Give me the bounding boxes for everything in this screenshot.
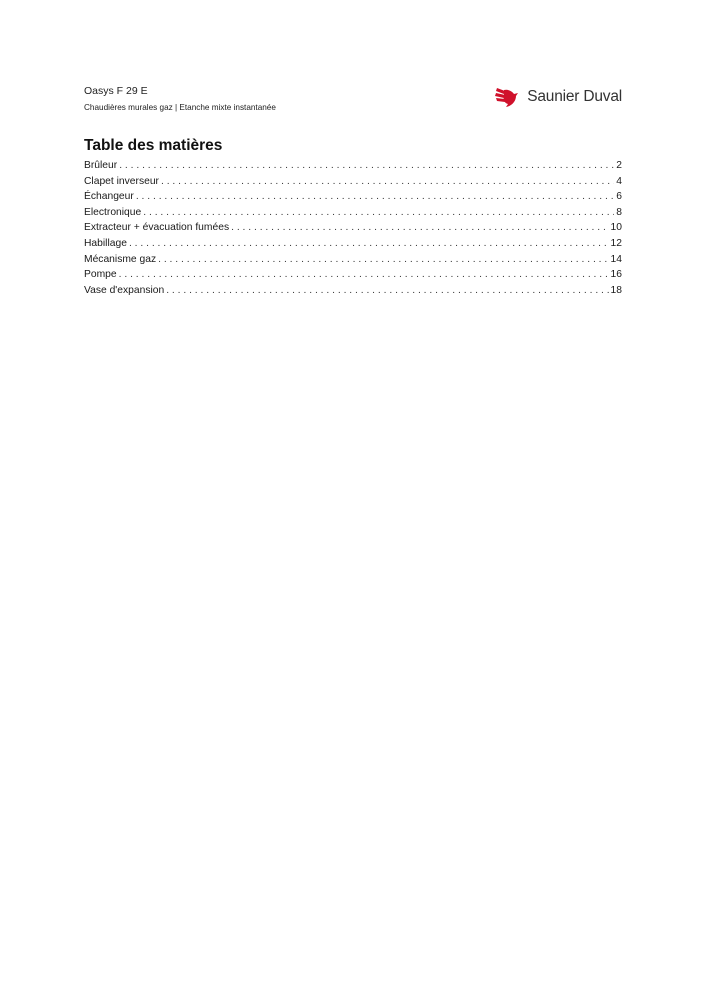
toc-dot-leader — [119, 267, 609, 283]
table-of-contents — [84, 136, 622, 298]
toc-entry-page[interactable]: 10 — [610, 222, 622, 234]
product-subtitle: Chaudières murales gaz | Etanche mixte instantanée — [84, 103, 276, 112]
toc-entry-label[interactable]: Pompe — [84, 269, 117, 281]
toc-entry[interactable] — [84, 158, 622, 174]
toc-entry[interactable] — [84, 236, 622, 252]
toc-dot-leader — [143, 205, 614, 221]
bird-logo-icon — [495, 85, 521, 109]
brand-logo — [495, 84, 622, 110]
toc-entry-page[interactable]: 2 — [616, 160, 622, 171]
toc-entry[interactable] — [84, 205, 622, 221]
toc-dot-leader — [231, 220, 608, 236]
toc-entry[interactable] — [84, 267, 622, 283]
toc-dot-leader — [161, 174, 614, 190]
page-header — [84, 84, 622, 124]
toc-entry-label[interactable]: Electronique — [84, 206, 142, 218]
toc-entry[interactable] — [84, 189, 622, 205]
toc-title: Table des matières — [84, 137, 223, 154]
toc-entry-page[interactable]: 16 — [610, 269, 622, 281]
toc-entry-label[interactable]: Vase d'expansion — [84, 284, 165, 296]
toc-entry-page[interactable]: 12 — [610, 237, 622, 249]
toc-entry[interactable] — [84, 174, 622, 190]
toc-entry-label[interactable]: Échangeur — [84, 191, 134, 203]
toc-entry-page[interactable]: 4 — [616, 175, 622, 187]
toc-entry[interactable] — [84, 252, 622, 268]
toc-entry[interactable] — [84, 283, 622, 299]
toc-entry-page[interactable]: 6 — [616, 191, 622, 203]
toc-list — [84, 158, 622, 298]
toc-dot-leader — [129, 236, 609, 252]
toc-entry-page[interactable]: 18 — [610, 284, 622, 296]
toc-dot-leader — [166, 283, 608, 299]
toc-entry-page[interactable]: 8 — [616, 206, 622, 218]
product-name: Oasys F 29 E — [84, 85, 148, 97]
toc-dot-leader — [119, 158, 614, 174]
toc-entry-label[interactable]: Brûleur — [84, 160, 118, 171]
toc-entry-label[interactable]: Mécanisme gaz — [84, 253, 157, 265]
toc-entry-page[interactable]: 14 — [610, 253, 622, 265]
toc-entry[interactable] — [84, 220, 622, 236]
logo-text: Saunier Duval — [527, 88, 622, 105]
toc-dot-leader — [158, 252, 608, 268]
toc-entry-label[interactable]: Habillage — [84, 237, 127, 249]
toc-entry-label[interactable]: Clapet inverseur — [84, 175, 159, 187]
toc-dot-leader — [136, 189, 614, 205]
toc-entry-label[interactable]: Extracteur + évacuation fumées — [84, 222, 230, 234]
